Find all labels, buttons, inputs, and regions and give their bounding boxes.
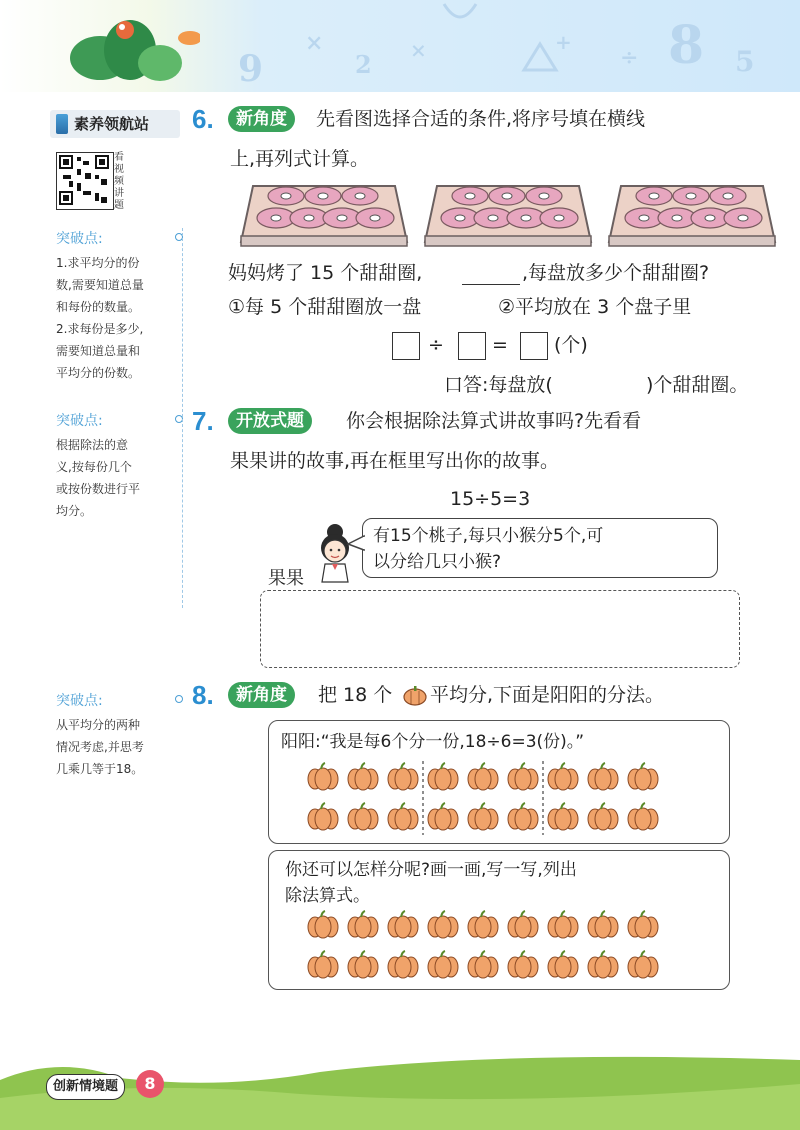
pumpkin-icon bbox=[428, 951, 458, 978]
pumpkin-icon bbox=[402, 684, 428, 706]
pumpkin-icon bbox=[428, 803, 458, 830]
sidebar-section-title: 突破点: bbox=[56, 231, 103, 247]
answer-box-dividend[interactable] bbox=[392, 332, 420, 360]
pumpkin-icon bbox=[508, 763, 538, 790]
unit-label: (个) bbox=[554, 334, 588, 356]
question-prompt: 果果讲的故事,再在框里写出你的故事。 bbox=[230, 450, 560, 472]
page-number: 8 bbox=[136, 1070, 164, 1098]
qr-label: 看视频讲题 bbox=[114, 152, 124, 211]
yangyang-statement: 阳阳:“我是每6个分一份,18÷6=3(份)。” bbox=[281, 732, 585, 752]
deco-symbol: 9 bbox=[238, 48, 264, 90]
pumpkin-icon bbox=[508, 911, 538, 938]
pumpkin-icon bbox=[468, 803, 498, 830]
question-prompt: 平均分,下面是阳阳的分法。 bbox=[430, 684, 665, 706]
sidebar-section-text: 1.求平均分的份 数,需要知道总量 和每份的数量。 2.求每份是多少, 需要知道总量和 平均分的份数。 bbox=[56, 256, 144, 380]
footer-label: 创新情境题 bbox=[46, 1074, 125, 1100]
deco-symbol: 5 bbox=[735, 45, 755, 78]
deco-symbol: 8 bbox=[668, 15, 705, 76]
sidebar-title: 素养领航站 bbox=[50, 110, 180, 138]
sidebar-section-title: 突破点: bbox=[56, 413, 103, 429]
deco-symbol: × bbox=[305, 30, 324, 56]
pumpkin-icon bbox=[588, 803, 618, 830]
arc-deco-icon bbox=[440, 0, 480, 30]
deco-symbol: × bbox=[410, 38, 427, 62]
deco-symbol: ÷ bbox=[620, 45, 639, 71]
deco-symbol: + bbox=[555, 30, 572, 54]
qr-code[interactable] bbox=[56, 152, 114, 210]
pumpkin-icon bbox=[468, 911, 498, 938]
answer-box-quotient[interactable] bbox=[520, 332, 548, 360]
sidebar-section-text: 根据除法的意 义,按每份几个 或按份数进行平 均分。 bbox=[56, 438, 141, 518]
donut-trays-illustration bbox=[235, 176, 790, 248]
pumpkin-icon bbox=[308, 803, 338, 830]
yangyang-method-box bbox=[268, 720, 730, 844]
question-badge: 新角度 bbox=[228, 682, 295, 708]
pumpkin-icon bbox=[388, 763, 418, 790]
pumpkin-grid bbox=[299, 909, 669, 985]
leaf-decoration-icon bbox=[60, 8, 200, 92]
pumpkin-icon bbox=[308, 951, 338, 978]
pumpkin-icon bbox=[508, 803, 538, 830]
pumpkin-icon bbox=[348, 951, 378, 978]
divide-sign: ÷ bbox=[428, 334, 444, 356]
pumpkin-icon bbox=[548, 763, 578, 790]
pumpkin-icon bbox=[348, 803, 378, 830]
speech-bubble: 有15个桃子,每只小猴分5个,可 以分给几只小猴? bbox=[362, 518, 718, 578]
sidebar-section-title: 突破点: bbox=[56, 693, 103, 709]
question-prompt: 上,再列式计算。 bbox=[230, 148, 370, 170]
answer-blank-line[interactable] bbox=[462, 284, 520, 285]
pumpkin-icon bbox=[508, 951, 538, 978]
pumpkin-icon bbox=[308, 763, 338, 790]
speech-tail-icon bbox=[346, 534, 366, 554]
page-header-banner bbox=[0, 0, 800, 92]
question-number: 8. bbox=[192, 680, 214, 710]
question-prompt: 你会根据除法算式讲故事吗?先看看 bbox=[346, 410, 642, 432]
pumpkin-icon bbox=[428, 911, 458, 938]
answer-blank[interactable] bbox=[586, 374, 644, 400]
equation: 15÷5=3 bbox=[450, 488, 531, 510]
question-prompt: 把 18 个 bbox=[318, 684, 393, 706]
student-instruction: 你还可以怎样分呢?画一画,写一写,列出 除法算式。 bbox=[285, 860, 577, 906]
pumpkin-icon bbox=[628, 803, 658, 830]
pumpkin-icon bbox=[428, 763, 458, 790]
story-answer-box[interactable] bbox=[260, 590, 740, 668]
pumpkin-icon bbox=[588, 951, 618, 978]
option-1: ①每 5 个甜甜圈放一盘 bbox=[228, 296, 422, 318]
question-prompt: 先看图选择合适的条件,将序号填在横线 bbox=[316, 108, 646, 130]
pumpkin-icon bbox=[628, 951, 658, 978]
pumpkin-icon bbox=[388, 911, 418, 938]
equals-sign: = bbox=[492, 334, 508, 356]
pumpkin-icon bbox=[588, 911, 618, 938]
pumpkin-icon bbox=[348, 763, 378, 790]
pumpkin-grid bbox=[299, 761, 669, 837]
question-number: 7. bbox=[192, 406, 214, 436]
answer-box-divisor[interactable] bbox=[458, 332, 486, 360]
question-text: 妈妈烤了 15 个甜甜圈, bbox=[228, 262, 423, 284]
pumpkin-icon bbox=[548, 803, 578, 830]
answer-prefix: 口答:每盘放( bbox=[444, 374, 553, 396]
pumpkin-icon bbox=[588, 763, 618, 790]
pumpkin-icon bbox=[308, 911, 338, 938]
question-badge: 开放式题 bbox=[228, 408, 312, 434]
pumpkin-icon bbox=[388, 803, 418, 830]
answer-suffix: )个甜甜圈。 bbox=[646, 374, 749, 396]
question-text: ,每盘放多少个甜甜圈? bbox=[522, 262, 710, 284]
pumpkin-icon bbox=[348, 911, 378, 938]
pumpkin-icon bbox=[468, 951, 498, 978]
deco-symbol: 2 bbox=[355, 50, 372, 79]
student-method-box[interactable] bbox=[268, 850, 730, 990]
bullet-dot-icon bbox=[175, 695, 183, 703]
pumpkin-icon bbox=[628, 763, 658, 790]
sidebar-section-text: 从平均分的两种 情况考虑,并思考 几乘几等于18。 bbox=[56, 718, 144, 776]
question-badge: 新角度 bbox=[228, 106, 295, 132]
pumpkin-icon bbox=[628, 911, 658, 938]
triangle-deco-icon bbox=[520, 40, 560, 74]
speaker-name: 果果 bbox=[268, 568, 304, 589]
sidebar-divider bbox=[182, 228, 183, 608]
pumpkin-icon bbox=[468, 763, 498, 790]
option-2: ②平均放在 3 个盘子里 bbox=[498, 296, 692, 318]
pumpkin-icon bbox=[548, 911, 578, 938]
question-number: 6. bbox=[192, 104, 214, 134]
pumpkin-icon bbox=[548, 951, 578, 978]
pumpkin-icon bbox=[388, 951, 418, 978]
